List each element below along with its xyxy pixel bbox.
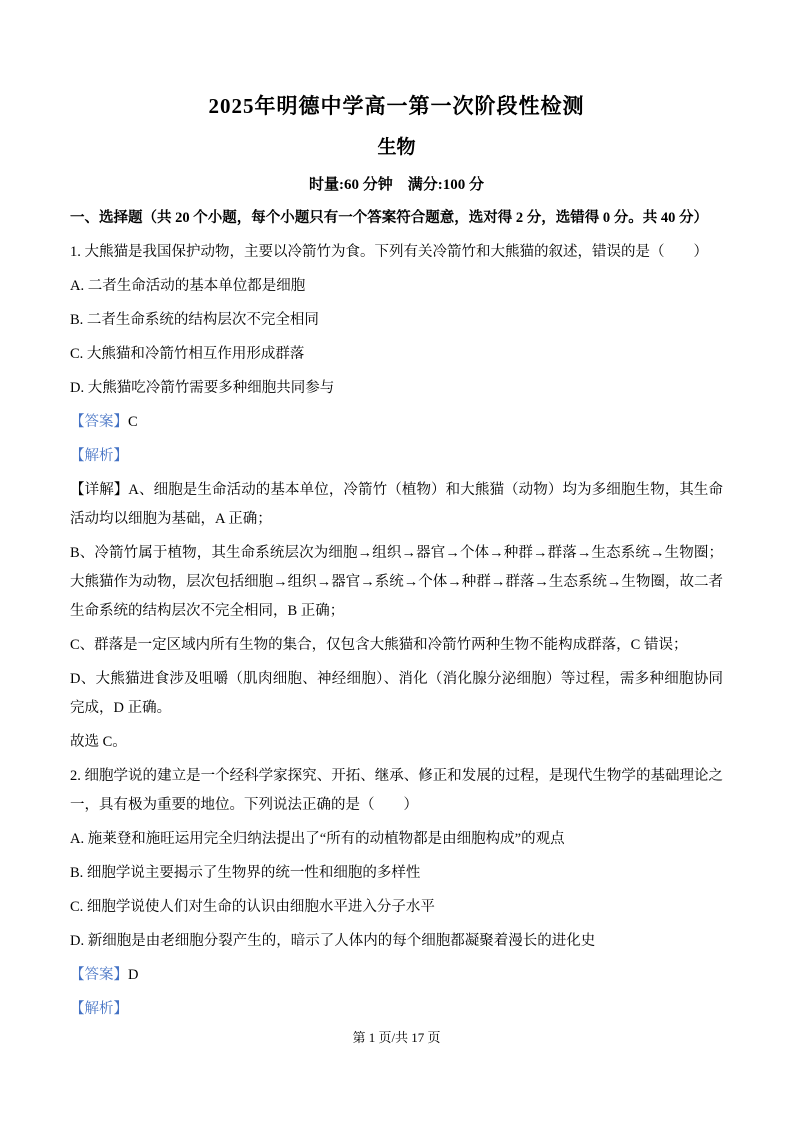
question-1-option-c: C. 大熊猫和冷箭竹相互作用形成群落 xyxy=(70,346,305,362)
question-2-option-c: C. 细胞学说使人们对生命的认识由细胞水平进入分子水平 xyxy=(70,899,435,915)
question-1-detail-a: 【详解】A、细胞是生命活动的基本单位，冷箭竹（植物）和大熊猫（动物）均为多细胞生物，其生命活动均以细胞为基础，A 正确； xyxy=(70,482,723,527)
exam-meta: 时量:60 分钟 满分:100 分 xyxy=(309,177,484,193)
question-2-option-b: B. 细胞学说主要揭示了生物界的统一性和细胞的多样性 xyxy=(70,865,421,881)
question-2-option-d: D. 新细胞是由老细胞分裂产生的，暗示了人体内的每个细胞都凝聚着漫长的进化史 xyxy=(70,933,596,949)
question-1-answer-line xyxy=(70,408,723,437)
question-2-option-a: A. 施莱登和施旺运用完全归纳法提出了“所有的动植物都是由细胞构成”的观点 xyxy=(70,831,565,847)
question-1-answer-label: 【答案】 xyxy=(70,414,128,430)
question-1-analysis-line xyxy=(70,442,723,471)
section-1-heading: 一、选择题（共 20 个小题，每个小题只有一个答案符合题意，选对得 2 分，选错得 0 分。共 40 分） xyxy=(70,210,708,226)
question-1-option-d: D. 大熊猫吃冷箭竹需要多种细胞共同参与 xyxy=(70,380,335,396)
question-2-analysis-label: 【解析】 xyxy=(70,1001,128,1017)
question-2-answer-label: 【答案】 xyxy=(70,967,128,983)
subject-title: 生物 xyxy=(377,137,416,158)
question-1-detail-b: B、冷箭竹属于植物，其生命系统层次为细胞→组织→器官→个体→种群→群落→生态系统→生物圈；大熊猫作为动物，层次包括细胞→组织→器官→系统→个体→种群→群落→生态系统→生物圈，故二者生命系统的结构层次不完全相同，B 正确； xyxy=(70,545,723,619)
question-1-stem: 1. 大熊猫是我国保护动物，主要以冷箭竹为食。下列有关冷箭竹和大熊猫的叙述，错误的是（ ） xyxy=(70,244,708,260)
question-1-answer-value: C xyxy=(128,414,138,430)
question-2-analysis-line xyxy=(70,995,723,1024)
question-2-answer-value: D xyxy=(128,967,139,983)
question-2-stem: 2. 细胞学说的建立是一个经科学家探究、开拓、继承、修正和发展的过程，是现代生物学的基础理论之一，具有极为重要的地位。下列说法正确的是（ ） xyxy=(70,768,723,813)
question-1-detail-d: D、大熊猫进食涉及咀嚼（肌肉细胞、神经细胞）、消化（消化腺分泌细胞）等过程，需多种细胞协同完成，D 正确。 xyxy=(70,671,723,716)
question-1-analysis-label: 【解析】 xyxy=(70,448,128,464)
page-title: 2025年明德中学高一第一次阶段性检测 xyxy=(208,94,585,118)
question-1-option-a: A. 二者生命活动的基本单位都是细胞 xyxy=(70,278,306,294)
page-footer: 第 1 页/共 17 页 xyxy=(352,1030,441,1045)
question-1-option-b: B. 二者生命系统的结构层次不完全相同 xyxy=(70,312,319,328)
question-1-conclusion: 故选 C。 xyxy=(70,734,127,750)
question-2-answer-line xyxy=(70,961,723,990)
question-1-detail-c: C、群落是一定区域内所有生物的集合，仅包含大熊猫和冷箭竹两种生物不能构成群落，C 错误； xyxy=(70,637,688,653)
